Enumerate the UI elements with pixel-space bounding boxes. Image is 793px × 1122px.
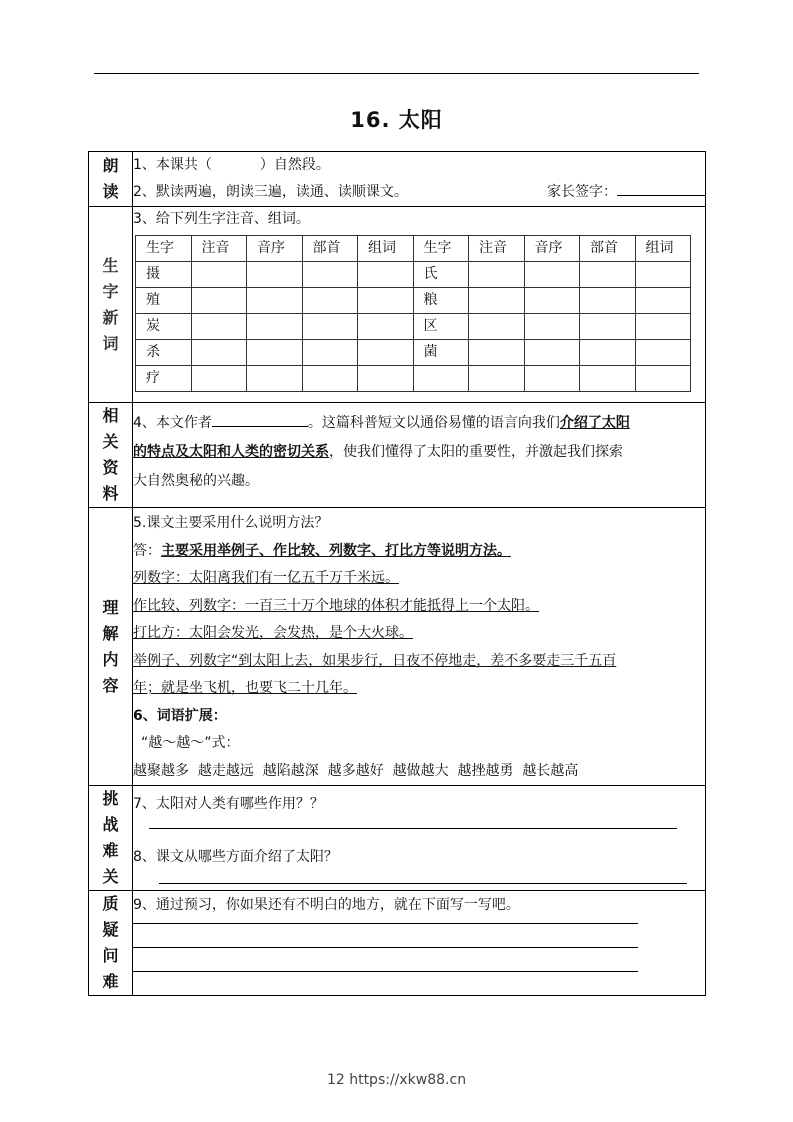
section-langdu <box>89 152 706 207</box>
character-table <box>135 235 691 392</box>
page-title: 16. 太阳 <box>350 108 443 132</box>
table-row: 炭 区 <box>136 314 691 340</box>
section-label: 生 字 新 词 <box>89 207 133 403</box>
example-line: 列数字：太阳离我们有一亿五千万千米远。 <box>133 570 399 586</box>
section-zhiyi <box>89 891 706 996</box>
table-row: 杀 菌 <box>136 340 691 366</box>
question-5: 5.课文主要采用什么说明方法？ <box>133 515 329 531</box>
author-blank[interactable] <box>212 412 308 427</box>
question-9: 9、通过预习，你如果还有不明白的地方，就在下面写一写吧。 <box>133 897 520 913</box>
question-7: 7、太阳对人类有哪些作用？？ <box>133 796 324 812</box>
question-6: 6、词语扩展： <box>133 707 227 724</box>
example-line: 年；就是坐飞机，也要飞二十几年。 <box>133 680 357 696</box>
section-shengzi <box>89 207 706 403</box>
section-ziliao: 相 关 资 料 4、本文作者 。这篇科普短文以通俗易懂的语言向我们介绍了太阳 的特点及太阳和人类的密切关系，使我们懂得了太阳的重要性，并激起我们探索 大自然奥秘的兴趣。 <box>89 403 706 508</box>
section-tiaozhan <box>89 786 706 891</box>
question-1: 1、本课共（ ）自然段。 <box>133 157 330 173</box>
parent-signature: 家长签字： <box>547 179 705 206</box>
answer-line[interactable] <box>133 923 638 924</box>
word-list: 越聚越多 越走越远 越陷越深 越多越好 越做越大 越挫越勇 越长越高 <box>133 762 579 779</box>
section-label: 相 关 资 料 <box>89 403 133 508</box>
answer-line[interactable] <box>149 828 677 829</box>
worksheet-table <box>88 151 706 996</box>
question-4: 4、本文作者 。这篇科普短文以通俗易懂的语言向我们介绍了太阳 <box>133 409 705 438</box>
example-line: 打比方：太阳会发光，会发热，是个大火球。 <box>133 625 413 641</box>
example-line: 作比较、列数字：一百三十万个地球的体积才能抵得上一个太阳。 <box>133 597 539 614</box>
answer-line[interactable] <box>133 971 638 972</box>
question-3: 3、给下列生字注音、组词。 <box>133 211 310 227</box>
table-row: 疗 <box>136 366 691 392</box>
word-pattern: “越～越～”式： <box>141 735 240 751</box>
section-label: 朗 读 <box>89 152 133 207</box>
signature-field[interactable] <box>617 181 705 196</box>
page-footer: 12 https://xkw88.cn <box>326 1072 467 1088</box>
section-label: 质 疑 问 难 <box>89 891 133 996</box>
answer-line[interactable] <box>133 947 638 948</box>
question-8: 8、课文从哪些方面介绍了太阳？ <box>133 849 338 865</box>
table-row: 殖 粮 <box>136 288 691 314</box>
section-lijie <box>89 508 706 786</box>
header-rule <box>94 73 699 74</box>
section-label: 挑 战 难 关 <box>89 786 133 891</box>
answer-line[interactable] <box>159 883 687 884</box>
table-header-row: 生字 注音 音序 部首 组词 生字 注音 音序 部首 组词 <box>136 236 691 262</box>
answer-5: 答：主要采用举例子、作比较、列数字、打比方等说明方法。 <box>133 542 511 559</box>
section-label: 理 解 内 容 <box>89 508 133 786</box>
table-row: 摄 氏 <box>136 262 691 288</box>
example-line: 举例子、列数字“到太阳上去，如果步行，日夜不停地走，差不多要走三千五百 <box>133 652 617 669</box>
question-2: 2、默读两遍，朗读三遍，读通、读顺课文。 家长签字： <box>133 179 705 206</box>
